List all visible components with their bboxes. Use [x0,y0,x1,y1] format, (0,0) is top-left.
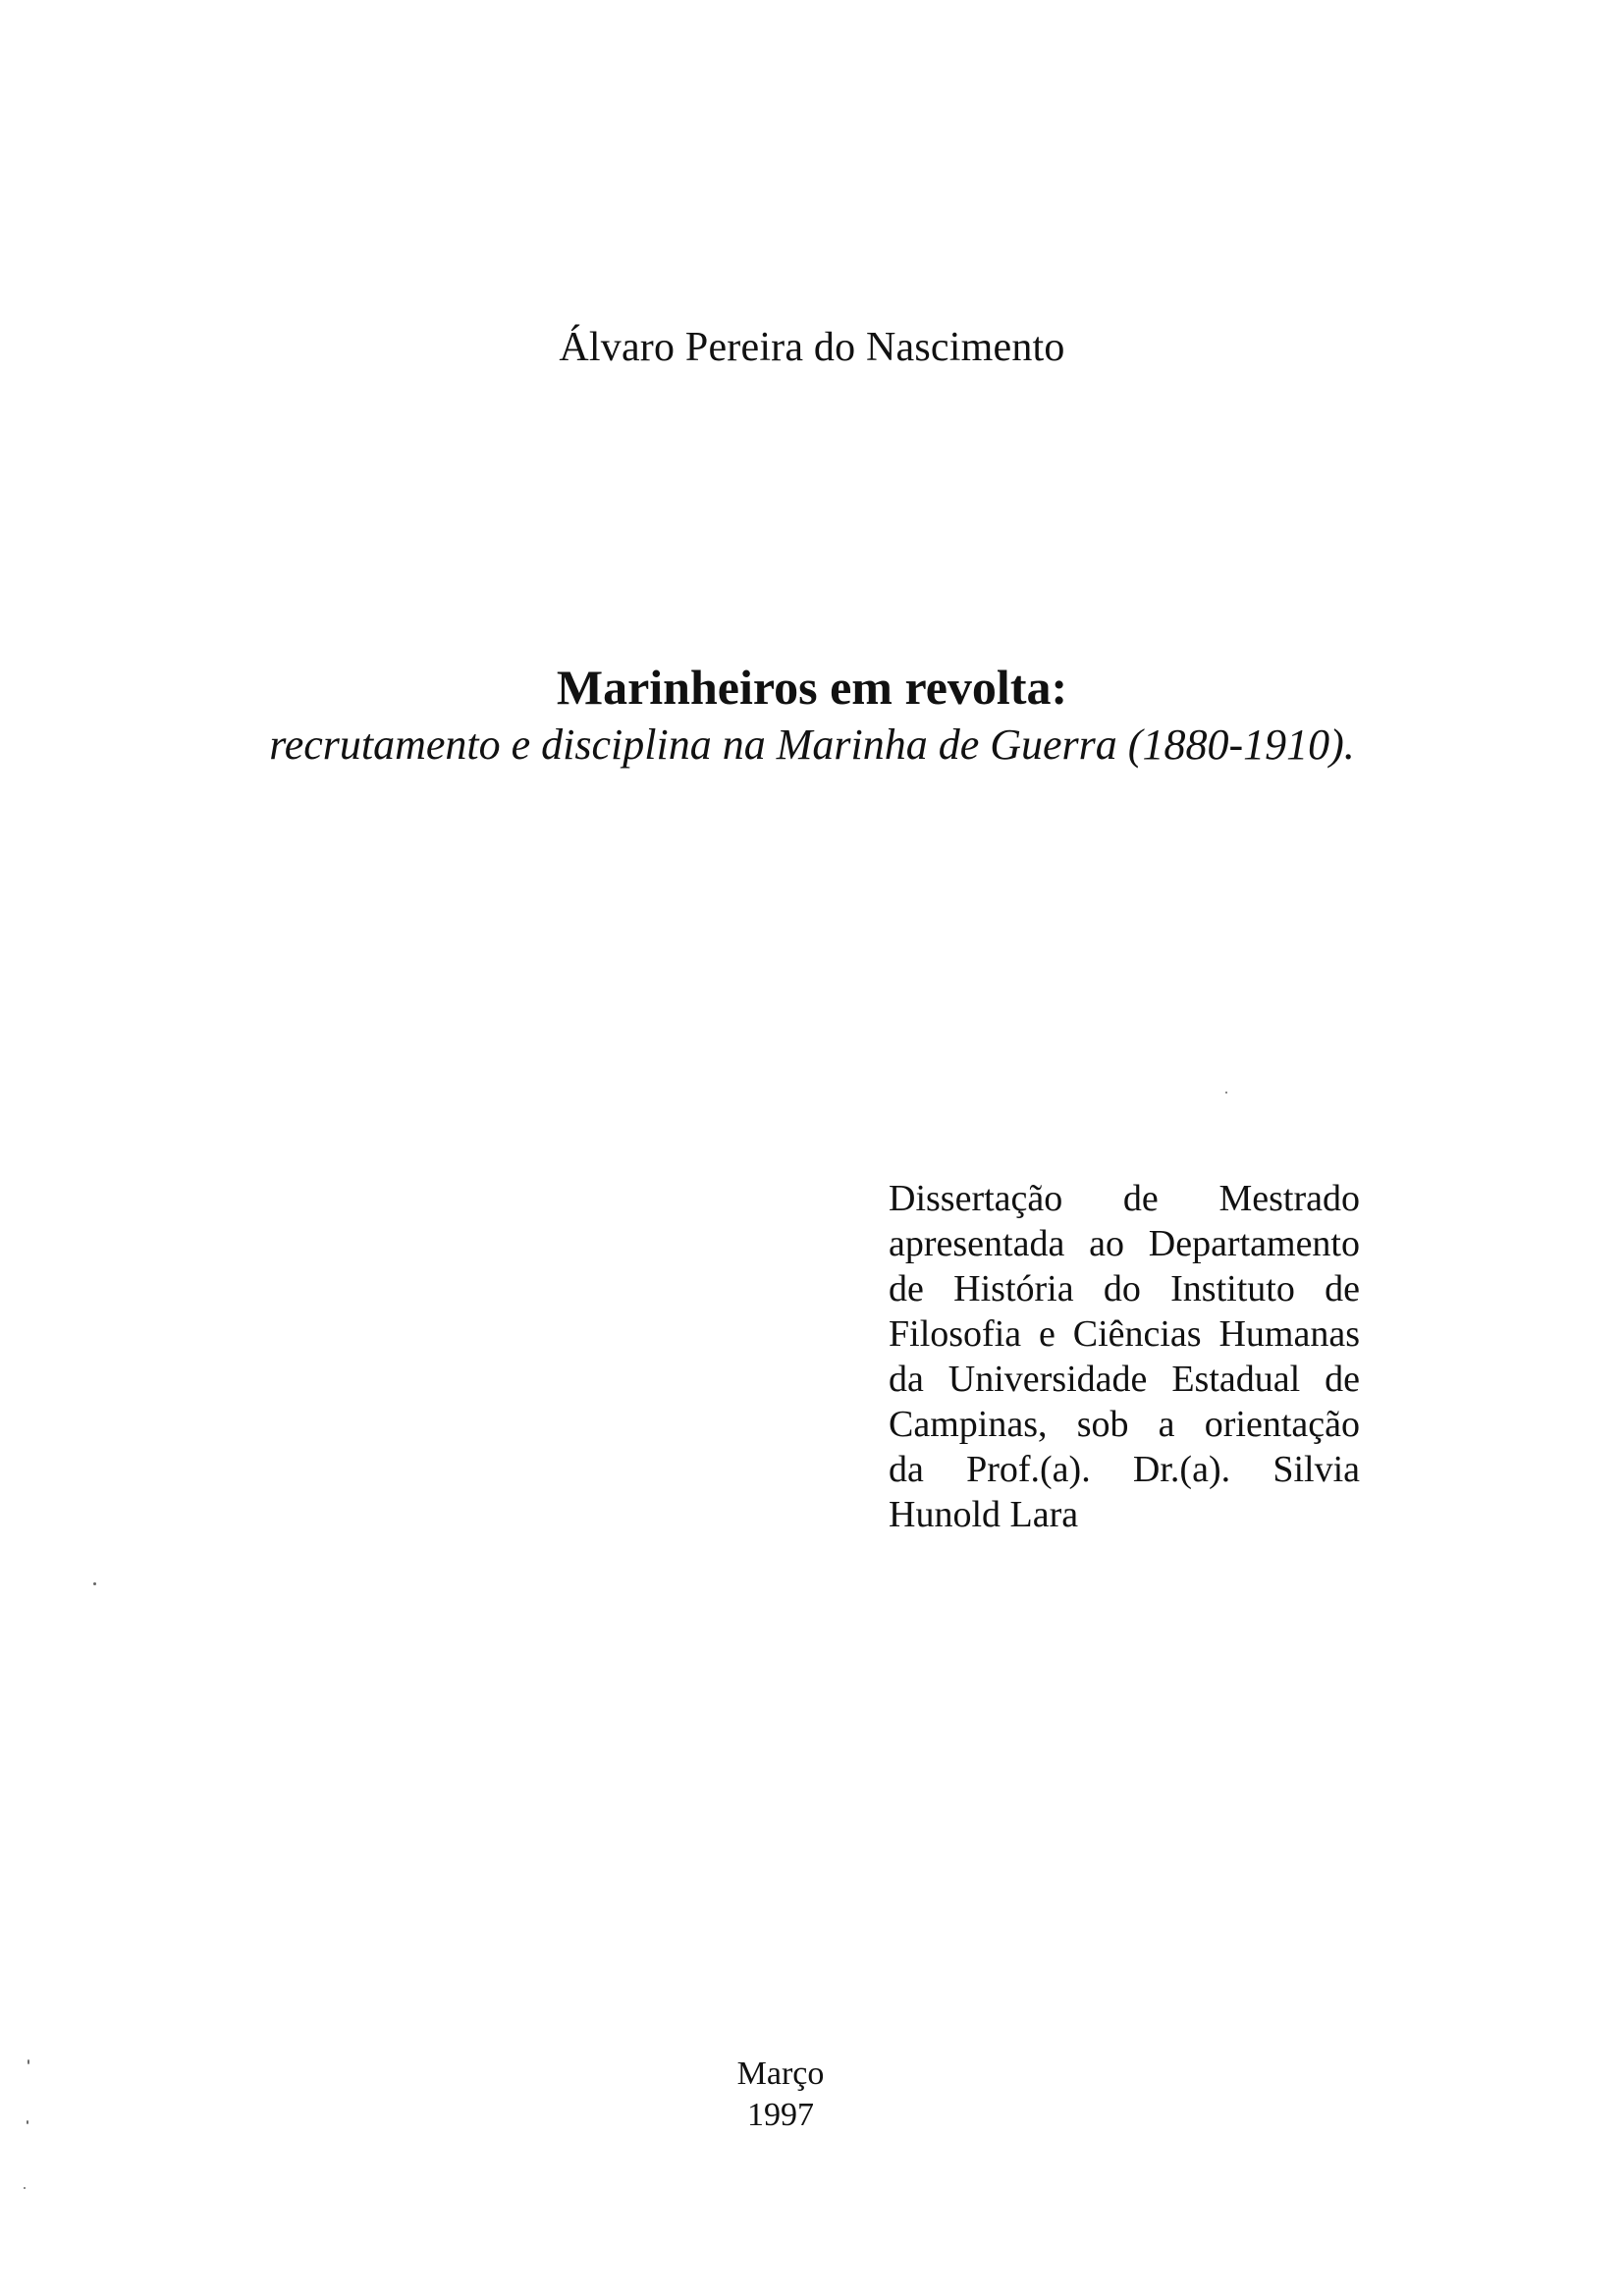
dissertation-line: de História do Instituto de [889,1268,1360,1309]
dissertation-line: Dissertação de Mestrado [889,1178,1360,1219]
dissertation-line: Filosofia e Ciências Humanas [889,1313,1360,1355]
date-block [0,2054,1561,2136]
thesis-title: Marinheiros em revolta: [556,660,1068,715]
date-month: Março [736,2056,825,2092]
scan-speck [1225,1092,1227,1094]
date-year: 1997 [747,2097,814,2133]
scan-speck [27,2059,29,2064]
dissertation-statement [889,1176,1360,1537]
dissertation-line: da Universidade Estadual de [889,1359,1360,1400]
scan-speck [93,1582,96,1585]
dissertation-line: Campinas, sob a orientação [889,1404,1360,1445]
scan-speck [24,2187,26,2189]
dissertation-line: apresentada ao Departamento [889,1223,1360,1264]
author-name: Álvaro Pereira do Nascimento [559,325,1065,370]
dissertation-line: da Prof.(a). Dr.(a). Silvia [889,1449,1360,1490]
scan-speck [27,2120,28,2124]
title-block [0,658,1624,774]
thesis-subtitle: recrutamento e disciplina na Marinha de Guerra (1880-1910). [269,721,1355,769]
dissertation-line: Hunold Lara [889,1494,1079,1535]
